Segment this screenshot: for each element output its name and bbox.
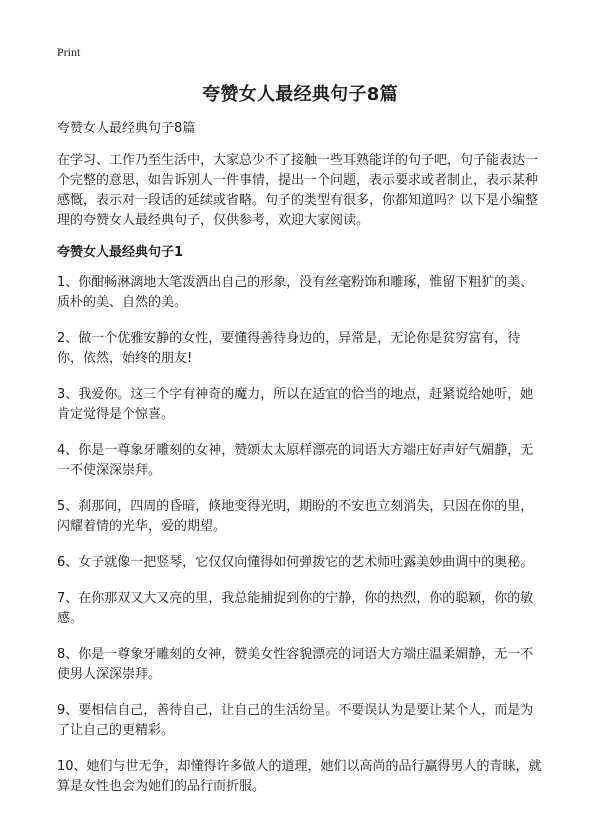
list-item-1: 1、你酣畅淋漓地大笔泼洒出自己的形象，没有丝毫粉饰和雕琢，惟留下粗犷的美、质朴的美、自然的美。 [57,275,534,310]
list-item-2: 2、做一个优雅安静的女性，要懂得善待身边的，异常是，无论你是贫穷富有，待你，依然，始终的朋友! [57,331,521,366]
list-item-5: 5、刹那间，四周的昏暗，倏地变得光明，期盼的不安也立刻消失，只因在你的里，闪耀着情的光华，爱的期望。 [57,499,534,534]
article-subtitle: 夸赞女人最经典句子8篇 [57,121,196,136]
list-item-9: 9、要相信自己，善待自己，让自己的生活纷呈。不要误认为是要让某个人，而是为了让自己的更精彩。 [57,703,534,738]
page-title: 夸赞女人最经典句子8篇 [202,84,398,105]
article-body [57,119,546,813]
print-link[interactable]: Print [57,45,81,59]
intro-paragraph: 在学习、工作乃至生活中，大家总少不了接触一些耳熟能详的句子吧，句子能表达一个完整的意思，如告诉别人一件事情，提出一个问题，表示要求或者制止，表示某种感慨，表示对一段话的延续或省略。句子的类型有很多，你都知道吗？以下是小编整理的夸赞女人最经典句子，仅供参考，欢迎大家阅读。 [57,153,539,228]
list-item-10: 10、她们与世无争，却懂得许多做人的道理，她们以高尚的品行赢得男人的青睐，就算是女性也会为她们的品行而折服。 [57,759,542,794]
list-item-6: 6、女子就像一把竖琴，它仅仅向懂得如何弹拨它的艺术师吐露美妙曲调中的奥秘。 [57,555,534,570]
section-heading: 夸赞女人最经典句子1 [57,245,184,260]
list-item-4: 4、你是一尊象牙雕刻的女神，赞颂太太原样漂亮的词语大方端庄好声好气媚静，无一不使深深崇拜。 [57,443,534,478]
list-item-7: 7、在你那双又大又亮的里，我总能捕捉到你的宁静，你的热烈，你的聪颖，你的敏感。 [57,591,534,626]
list-item-3: 3、我爱你。这三个字有神奇的魔力，所以在适宜的恰当的地点，赶紧说给她听，她肯定觉得是个惊喜。 [57,387,534,422]
list-item-8: 8、你是一尊象牙雕刻的女神，赞美女性容貌漂亮的词语大方端庄温柔媚静，无一不使男人深深崇拜。 [57,647,534,682]
